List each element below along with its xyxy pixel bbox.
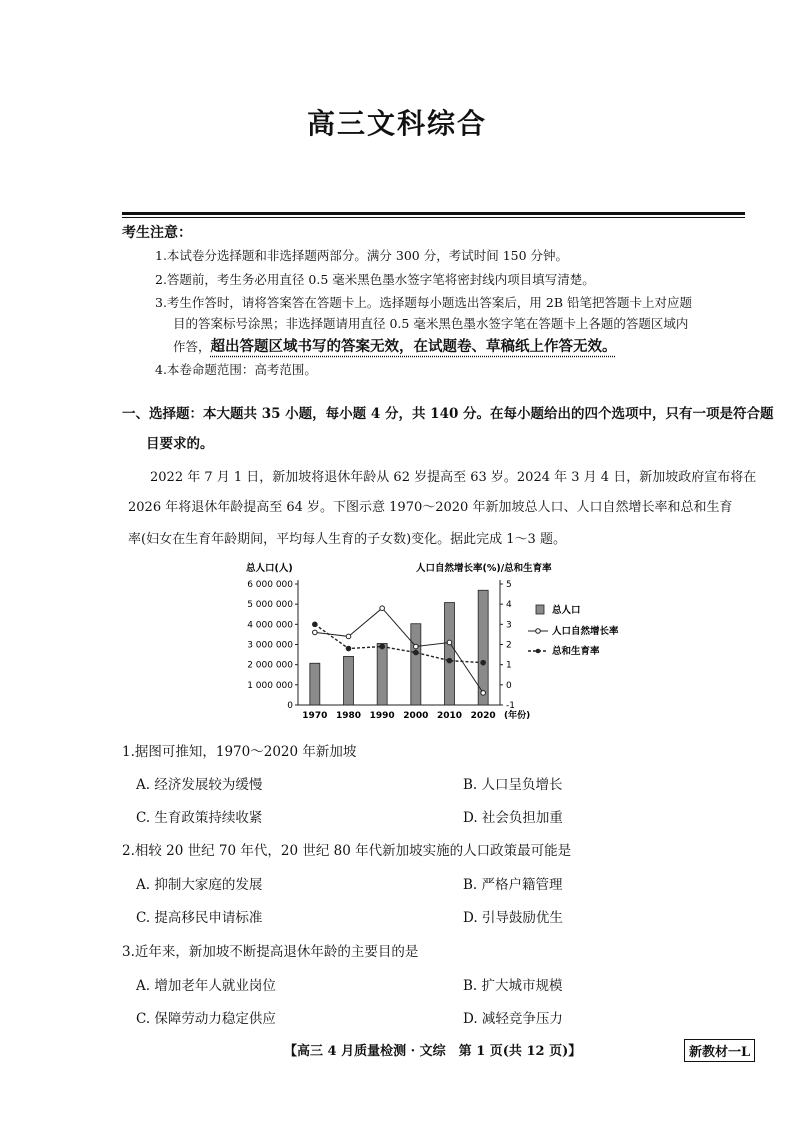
y-left-tick-label: 3 000 000	[247, 640, 293, 651]
y-left-tick-label: 6 000 000	[247, 580, 293, 590]
notice-item: 2.答题前，考生务必用直径 0.5 毫米黑色墨水签字笔将密封线内项目填写清楚。	[155, 272, 595, 287]
question-2-option-d[interactable]: D. 引导鼓励优生	[463, 910, 563, 926]
fertility-rate-point	[414, 650, 419, 655]
intro-line: 2026 年将退休年龄提高至 64 岁。下图示意 1970～2020 年新加坡总人口、人口自然增长率和总和生育	[128, 500, 733, 515]
question-1-stem: 1.据图可推知，1970～2020 年新加坡	[122, 744, 357, 760]
question-2-option-c[interactable]: C. 提高移民申请标准	[136, 910, 263, 926]
intro-line: 2022 年 7 月 1 日，新加坡将退休年龄从 62 岁提高至 63 岁。2024 年 3 月 4 日，新加坡政府宣布将在	[150, 470, 757, 485]
question-3-option-a[interactable]: A. 增加老年人就业岗位	[136, 978, 276, 994]
fertility-rate-line	[315, 624, 483, 662]
question-2-stem: 2.相较 20 世纪 70 年代，20 世纪 80 年代新加坡实施的人口政策最可能是	[122, 843, 572, 859]
notice-item: 4.本卷命题范围：高考范围。	[155, 362, 317, 377]
y-right-tick-label: 1	[506, 660, 512, 671]
x-tick-label: 1990	[369, 711, 395, 721]
legend-dashed-label: 总和生育率	[552, 646, 600, 657]
notice-emphasis: 超出答题区域书写的答案无效，在试题卷、草稿纸上作答无效。	[210, 338, 617, 355]
notice-item: 3.考生作答时，请将答案答在答题卡上。选择题每小题选出答案后，用 2B 铅笔把答题卡上对应题	[155, 295, 693, 310]
notice-item: 目的答案标号涂黑；非选择题请用直径 0.5 毫米黑色墨水签字笔在答题卡上各题的答题区域内	[173, 316, 689, 331]
growth-rate-point	[481, 691, 486, 696]
question-3-option-c[interactable]: C. 保障劳动力稳定供应	[136, 1011, 276, 1027]
question-1-option-d[interactable]: D. 社会负担加重	[463, 810, 563, 826]
y-right-tick-label: 5	[506, 580, 512, 590]
question-1-option-c[interactable]: C. 生育政策持续收紧	[136, 810, 263, 826]
fertility-rate-point	[346, 646, 351, 651]
population-bar	[445, 603, 455, 705]
y-left-tick-label: 5 000 000	[247, 600, 293, 611]
growth-rate-line	[315, 608, 483, 693]
population-bar	[344, 656, 354, 705]
fertility-rate-point	[447, 658, 452, 663]
y-right-tick-label: 4	[506, 600, 512, 611]
page-footer: 【高三 4 月质量检测 · 文综 第 1 页(共 12 页)】	[284, 1044, 582, 1059]
y-right-tick-label: 2	[506, 640, 512, 651]
x-tick-label: 2010	[436, 711, 463, 721]
fertility-rate-point	[380, 644, 385, 649]
growth-rate-point	[380, 606, 385, 611]
x-tick-label: 1970	[302, 711, 328, 721]
legend-line-marker	[536, 629, 541, 634]
notice-item	[173, 335, 617, 356]
fertility-rate-point	[313, 622, 318, 627]
y-right-tick-label: 3	[506, 620, 512, 631]
y-left-tick-label: 0	[287, 701, 293, 711]
chart-legend	[528, 604, 619, 657]
y-right-tick-label: -1	[506, 701, 515, 711]
legend-bar-swatch	[536, 605, 544, 614]
x-axis-label: (年份)	[504, 711, 531, 721]
header-rule	[122, 212, 745, 215]
y-right-label: 人口自然增长率(%)/总和生育率	[416, 563, 552, 574]
fertility-rate-point	[481, 660, 486, 665]
section-heading: 一、选择题：本大题共 35 小题，每小题 4 分，共 140 分。在每小题给出的四个选项中，只有一项是符合题	[122, 406, 774, 422]
page-title: 高三文科综合	[306, 107, 487, 140]
section-heading-cont: 目要求的。	[146, 436, 214, 452]
legend-bar-label: 总人口	[552, 605, 581, 616]
y-left-tick-label: 2 000 000	[247, 660, 293, 671]
population-bar	[411, 624, 421, 705]
x-tick-label: 2000	[403, 711, 429, 721]
x-tick-label: 2020	[470, 711, 496, 721]
question-3-option-d[interactable]: D. 减轻竞争压力	[463, 1011, 563, 1027]
notice-item: 1.本试卷分选择题和非选择题两部分。满分 300 分，考试时间 150 分钟。	[155, 248, 569, 263]
question-1-option-a[interactable]: A. 经济发展较为缓慢	[136, 777, 263, 793]
population-bar	[310, 663, 320, 705]
notice-heading: 考生注意：	[122, 225, 192, 241]
question-2-option-b[interactable]: B. 严格户籍管理	[463, 877, 563, 893]
legend-line-label: 人口自然增长率	[552, 626, 619, 637]
intro-line: 率(妇女在生育年龄期间，平均每人生育的子女数)变化。据此完成 1～3 题。	[128, 532, 566, 547]
legend-dashed-marker	[536, 649, 541, 654]
y-left-tick-label: 4 000 000	[247, 620, 293, 631]
question-1-option-b[interactable]: B. 人口呈负增长	[463, 777, 563, 793]
population-chart	[238, 560, 658, 730]
notice-item-prefix: 作答，	[173, 339, 211, 354]
question-2-option-a[interactable]: A. 抑制大家庭的发展	[136, 877, 263, 893]
growth-rate-point	[346, 634, 351, 639]
growth-rate-point	[447, 640, 452, 645]
y-left-tick-label: 1 000 000	[247, 680, 293, 691]
edition-badge: 新教材一L	[684, 1039, 755, 1062]
x-tick-label: 1980	[335, 711, 362, 721]
y-right-tick-label: 0	[506, 680, 512, 691]
question-3-option-b[interactable]: B. 扩大城市规模	[463, 978, 563, 994]
growth-rate-point	[313, 630, 318, 635]
population-bar	[377, 643, 387, 705]
growth-rate-point	[414, 644, 419, 649]
header-rule-thin	[122, 217, 745, 218]
question-3-stem: 3.近年来，新加坡不断提高退休年龄的主要目的是	[122, 944, 419, 960]
y-left-label: 总人口(人)	[246, 563, 293, 574]
